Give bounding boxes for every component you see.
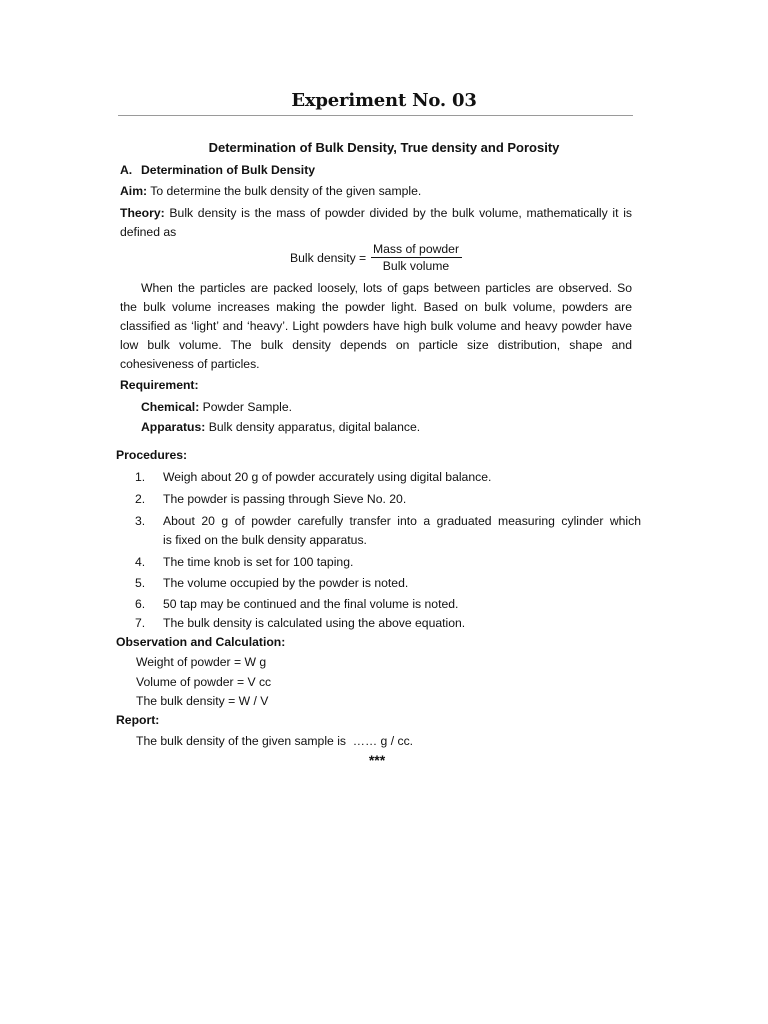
procedure-step: The powder is passing through Sieve No. 20. [163, 492, 407, 506]
formula-denominator: Bulk volume [382, 259, 450, 273]
procedure-step-continued: is fixed on the bulk density apparatus. [163, 533, 367, 547]
paragraph-line: the bulk volume increases making the powder light. Based on bulk volume, powders are [120, 300, 632, 314]
report-heading: Report: [116, 713, 160, 727]
end-mark: *** [368, 752, 386, 768]
procedure-number: 7. [135, 616, 146, 630]
formula-numerator: Mass of powder [372, 242, 460, 256]
procedure-step: Weigh about 20 g of powder accurately using digital balance. [163, 470, 492, 484]
paragraph-line: classified as ‘light’ and ‘heavy’. Light powders have high bulk volume and heavy powder have [120, 319, 632, 333]
aim-text: To determine the bulk density of the given sample. [150, 184, 422, 198]
observation-line: The bulk density = W / V [136, 694, 269, 708]
chemical-line [141, 399, 292, 415]
observation-line: Volume of powder = V cc [136, 675, 272, 689]
procedure-step: The bulk density is calculated using the above equation. [163, 616, 466, 630]
procedure-step: The volume occupied by the powder is noted. [163, 576, 409, 590]
aim-line [120, 183, 421, 199]
theory-text-2: defined as [120, 225, 177, 239]
theory-text-1: Bulk density is the mass of powder divided by the bulk volume, mathematically it is [169, 206, 633, 220]
procedure-number: 5. [135, 576, 146, 590]
observation-line: Weight of powder = W g [136, 655, 267, 669]
procedure-number: 6. [135, 597, 146, 611]
theory-line-1 [120, 205, 632, 221]
procedure-step: 50 tap may be continued and the final volume is noted. [163, 597, 459, 611]
apparatus-value: Bulk density apparatus, digital balance. [208, 420, 421, 434]
section-a-heading: Determination of Bulk Density [141, 163, 316, 177]
observation-heading: Observation and Calculation: [116, 635, 286, 649]
procedure-step: The time knob is set for 100 taping. [163, 555, 354, 569]
procedure-number: 1. [135, 470, 146, 484]
aim-label: Aim: [120, 184, 148, 198]
experiment-title: Experiment No. 03 [291, 90, 477, 111]
formula-equals: = [359, 251, 367, 265]
paragraph-line: low bulk volume. The bulk density depends on particle size distribution, shape and [120, 338, 632, 352]
paragraph-line: When the particles are packed loosely, lots of gaps between particles are observed. So [141, 281, 632, 295]
experiment-subtitle: Determination of Bulk Density, True density and Porosity [208, 140, 560, 155]
section-a-marker: A. [120, 163, 133, 177]
chemical-value: Powder Sample. [202, 400, 293, 414]
title-rule [118, 115, 633, 116]
paragraph-line: cohesiveness of particles. [120, 357, 260, 371]
report-text: The bulk density of the given sample is …… g / cc. [136, 734, 414, 748]
requirement-heading: Requirement: [120, 378, 199, 392]
theory-label: Theory: [120, 206, 165, 220]
procedure-number: 3. [135, 514, 146, 528]
procedures-heading: Procedures: [116, 448, 188, 462]
procedure-number: 4. [135, 555, 146, 569]
apparatus-label: Apparatus: [141, 420, 206, 434]
procedure-step: About 20 g of powder carefully transfer into a graduated measuring cylinder which [163, 514, 641, 528]
procedure-number: 2. [135, 492, 146, 506]
chemical-label: Chemical: [141, 400, 200, 414]
formula-lhs: Bulk density [290, 251, 356, 265]
apparatus-line [141, 419, 420, 435]
